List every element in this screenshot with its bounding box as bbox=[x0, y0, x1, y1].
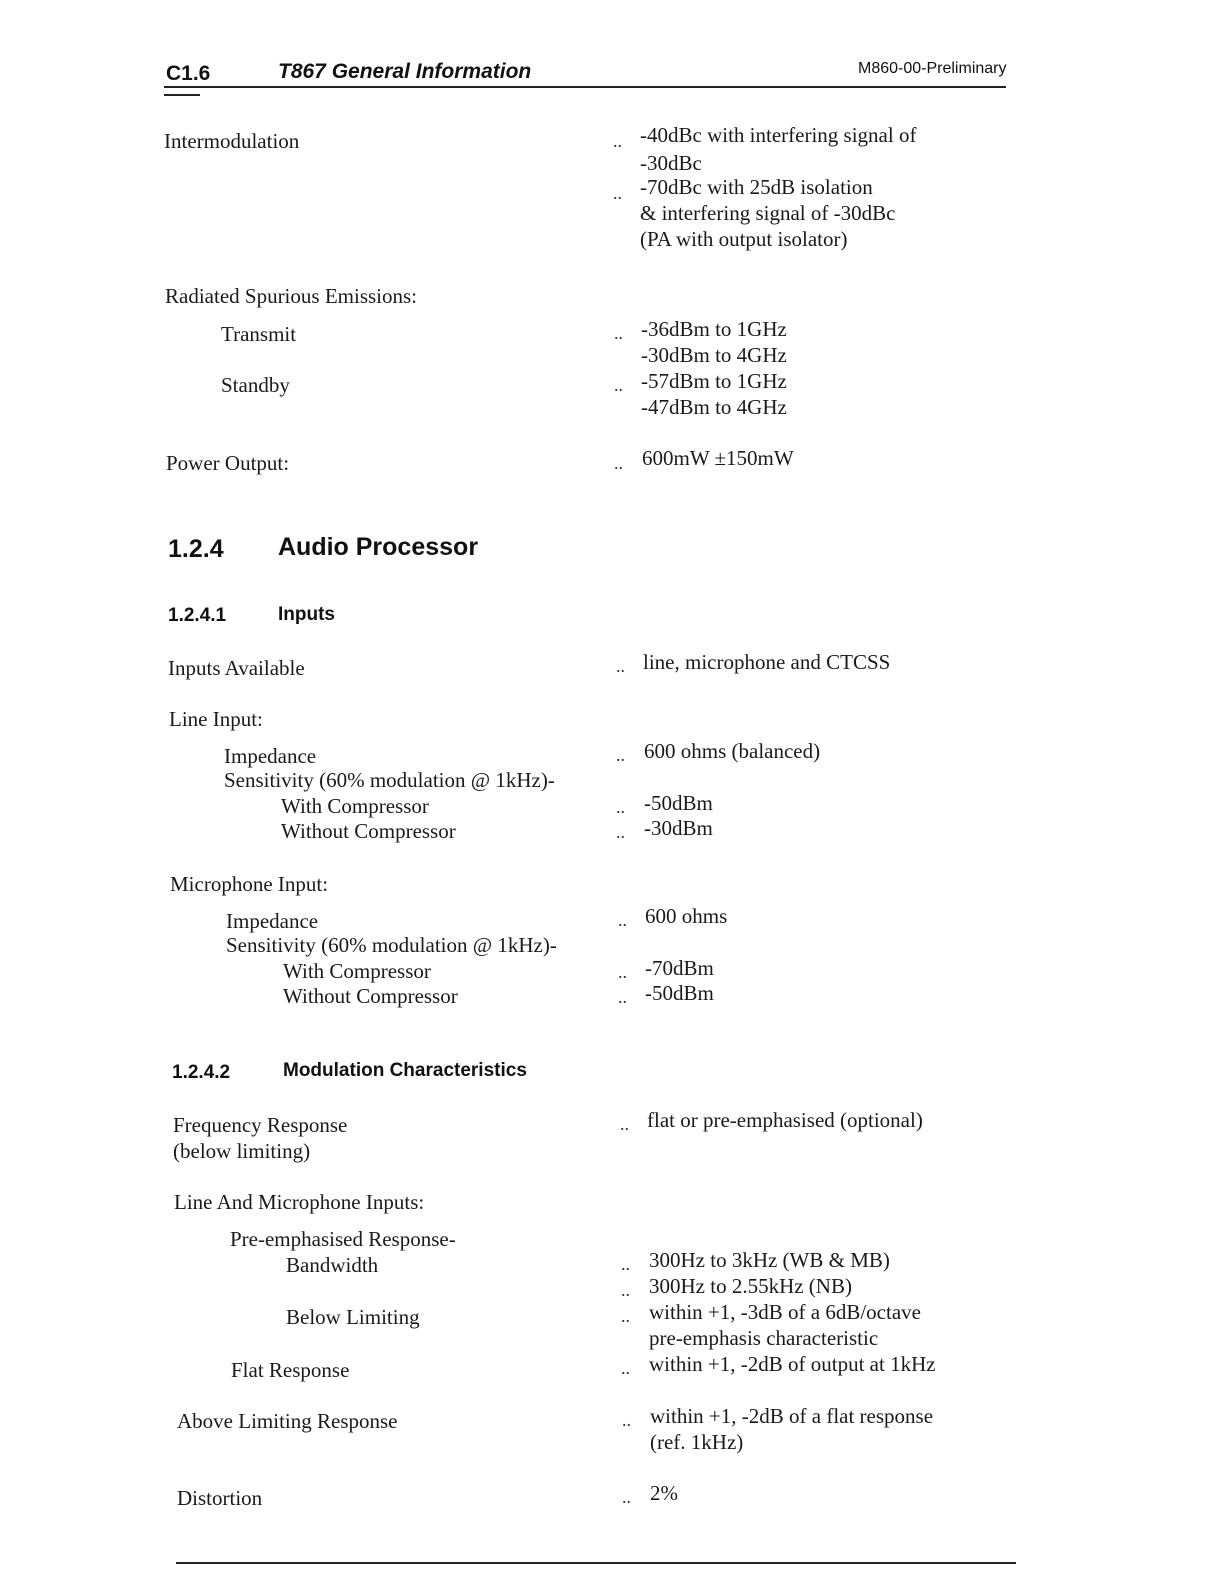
section-title: Audio Processor bbox=[278, 533, 479, 561]
intermodulation-label: Intermodulation bbox=[164, 129, 300, 153]
section-number: 1.2.4 bbox=[168, 535, 224, 563]
intermodulation-value-3: -70dBc with 25dB isolation bbox=[640, 175, 873, 199]
intermodulation-value-1: -40dBc with interfering signal of bbox=[640, 123, 917, 147]
line-without-compressor-label: Without Compressor bbox=[281, 819, 456, 843]
leader-dots: .. bbox=[616, 745, 625, 765]
mic-sensitivity-label: Sensitivity (60% modulation @ 1kHz)- bbox=[226, 933, 557, 957]
standby-value-1: -57dBm to 1GHz bbox=[641, 369, 787, 393]
leader-dots: .. bbox=[621, 1358, 630, 1378]
line-with-compressor-value: -50dBm bbox=[644, 791, 713, 815]
header-rule-short bbox=[164, 94, 200, 96]
below-limiting-label: Below Limiting bbox=[286, 1305, 420, 1329]
frequency-response-value: flat or pre-emphasised (optional) bbox=[647, 1108, 923, 1132]
mic-impedance-label: Impedance bbox=[226, 909, 319, 933]
footer-rule bbox=[176, 1562, 1016, 1564]
leader-dots: .. bbox=[620, 1114, 629, 1134]
leader-dots: .. bbox=[613, 183, 622, 203]
mic-without-compressor-label: Without Compressor bbox=[283, 984, 458, 1008]
leader-dots: .. bbox=[618, 962, 627, 982]
subsection-number: 1.2.4.1 bbox=[168, 605, 227, 626]
line-impedance-label: Impedance bbox=[224, 744, 317, 768]
flat-response-label: Flat Response bbox=[231, 1358, 350, 1382]
below-limiting-value-2: pre-emphasis characteristic bbox=[649, 1326, 879, 1350]
mic-with-compressor-value: -70dBm bbox=[645, 956, 714, 980]
line-with-compressor-label: With Compressor bbox=[281, 794, 429, 818]
transmit-value-2: -30dBm to 4GHz bbox=[641, 343, 787, 367]
inputs-available-label: Inputs Available bbox=[168, 656, 305, 680]
header-section-number: C1.6 bbox=[166, 62, 211, 85]
mic-with-compressor-label: With Compressor bbox=[283, 959, 431, 983]
leader-dots: .. bbox=[622, 1487, 631, 1507]
below-limiting-value-1: within +1, -3dB of a 6dB/octave bbox=[649, 1300, 921, 1324]
transmit-label: Transmit bbox=[221, 322, 297, 346]
standby-label: Standby bbox=[221, 373, 290, 397]
above-limiting-label: Above Limiting Response bbox=[177, 1409, 398, 1433]
transmit-value-1: -36dBm to 1GHz bbox=[641, 317, 787, 341]
leader-dots: .. bbox=[621, 1254, 630, 1274]
leader-dots: .. bbox=[616, 656, 625, 676]
standby-value-2: -47dBm to 4GHz bbox=[641, 395, 787, 419]
header-title: T867 General Information bbox=[278, 60, 532, 83]
line-without-compressor-value: -30dBm bbox=[644, 816, 713, 840]
subsection-number: 1.2.4.2 bbox=[172, 1062, 231, 1083]
bandwidth-value-1: 300Hz to 3kHz (WB & MB) bbox=[649, 1248, 890, 1272]
power-output-label: Power Output: bbox=[166, 451, 290, 475]
intermodulation-value-5: (PA with output isolator) bbox=[640, 227, 848, 251]
distortion-value: 2% bbox=[650, 1481, 678, 1505]
line-input-label: Line Input: bbox=[169, 707, 263, 731]
leader-dots: .. bbox=[618, 910, 627, 930]
subsection-title: Inputs bbox=[278, 604, 335, 625]
mic-without-compressor-value: -50dBm bbox=[645, 981, 714, 1005]
leader-dots: .. bbox=[614, 323, 623, 343]
leader-dots: .. bbox=[614, 453, 623, 473]
above-limiting-value-1: within +1, -2dB of a flat response bbox=[650, 1404, 934, 1428]
inputs-available-value: line, microphone and CTCSS bbox=[643, 650, 891, 674]
leader-dots: .. bbox=[621, 1280, 630, 1300]
header-rule bbox=[164, 86, 1006, 88]
leader-dots: .. bbox=[622, 1410, 631, 1430]
power-output-value: 600mW ±150mW bbox=[642, 446, 794, 470]
pre-emphasised-label: Pre-emphasised Response- bbox=[230, 1227, 456, 1251]
line-mic-inputs-label: Line And Microphone Inputs: bbox=[174, 1190, 425, 1214]
line-sensitivity-label: Sensitivity (60% modulation @ 1kHz)- bbox=[224, 768, 555, 792]
bandwidth-label: Bandwidth bbox=[286, 1253, 379, 1277]
leader-dots: .. bbox=[618, 987, 627, 1007]
leader-dots: .. bbox=[616, 797, 625, 817]
mic-impedance-value: 600 ohms bbox=[645, 904, 728, 928]
intermodulation-value-4: & interfering signal of -30dBc bbox=[640, 201, 896, 225]
distortion-label: Distortion bbox=[177, 1486, 263, 1510]
header-document-code: M860-00-Preliminary bbox=[858, 60, 1007, 77]
leader-dots: .. bbox=[621, 1306, 630, 1326]
radiated-emissions-label: Radiated Spurious Emissions: bbox=[165, 284, 417, 308]
frequency-response-label: Frequency Response bbox=[173, 1113, 348, 1137]
leader-dots: .. bbox=[616, 822, 625, 842]
frequency-response-sublabel: (below limiting) bbox=[173, 1139, 311, 1163]
bandwidth-value-2: 300Hz to 2.55kHz (NB) bbox=[649, 1274, 852, 1298]
line-impedance-value: 600 ohms (balanced) bbox=[644, 739, 821, 763]
mic-input-label: Microphone Input: bbox=[170, 872, 329, 896]
subsection-title: Modulation Characteristics bbox=[283, 1060, 527, 1081]
leader-dots: .. bbox=[613, 131, 622, 151]
flat-response-value: within +1, -2dB of output at 1kHz bbox=[649, 1352, 936, 1376]
intermodulation-value-2: -30dBc bbox=[640, 151, 702, 175]
above-limiting-value-2: (ref. 1kHz) bbox=[650, 1430, 744, 1454]
leader-dots: .. bbox=[614, 375, 623, 395]
